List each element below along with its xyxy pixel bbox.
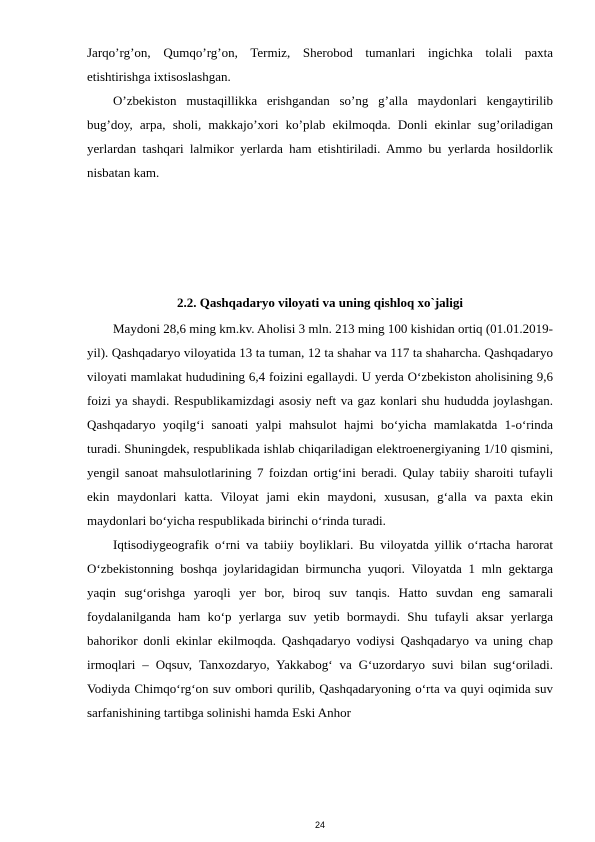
section-heading: 2.2. Qashqadaryo viloyati va uning qishloq xo`jaligi — [176, 295, 464, 310]
paragraph-4: Iqtisodiygeografik o‘rni va tabiiy boyliklari. Bu viloyatda yillik o‘rtacha harorat O‘zbekistonning boshqa joylaridagidan birmuncha yuqori. Viloyatda 1 mln gektarga yaqin sug‘orishga yaroqli yer bor, biroq suv tanqis. Hatto suvdan eng samarali foydalanilganda ham ko‘p yerlarga suv yetib bormaydi. Shu tufayli aksar yerlarga bahorikor donli ekinlar ekilmoqda. Qashqadaryo vodiysi Qashqadaryo va uning chap irmoqlari – Oqsuv, Tanxozdaryo, Yakkabog‘ va G‘uzordaryo suvi bilan sug‘oriladi. Vodiyda Chimqo‘rg‘on suv ombori qurilib, Qashqadaryoning o‘rta va quyi oqimida suv sarfanishining tartibga solinishi hamda Eski Anhor — [87, 537, 553, 720]
page-number: 24 — [314, 820, 325, 830]
paragraph-1: Jarqo’rg’on, Qumqo’rg’on, Termiz, Sherobod tumanlari ingichka tolali paxta etishtirishga ixtisoslashgan. — [87, 45, 553, 84]
text-block-top — [87, 41, 553, 185]
text-block-main — [87, 317, 553, 725]
paragraph-3: Maydoni 28,6 ming km.kv. Aholisi 3 mln. 213 ming 100 kishidan ortiq (01.01.2019-yil). Qashqadaryo viloyatida 13 ta tuman, 12 ta shahar va 117 ta shaharcha. Qashqadaryo viloyati mamlakat hududining 6,4 foizini egallaydi. U yerda O‘zbekiston aholisining 9,6 foizi ya shaydi. Respublikamizdagi asosiy neft va gaz konlari shu hududda joylashgan. Qashqadaryo yoqilg‘i sanoati yalpi mahsulot hajmi bo‘yicha mamlakatda 1-o‘rinda turadi. Shuningdek, respublikada ishlab chiqariladigan elektroenergiyaning 1/10 qismini, yengil sanoat mahsulotlarining 7 foizdan ortig‘ini beradi. Qulay tabiiy sharoiti tufayli ekin maydonlari katta. Viloyat jami ekin maydoni, xususan, g‘alla va paxta ekin maydonlari bo‘yicha respublikada birinchi o‘rinda turadi. — [87, 321, 553, 528]
paragraph-2: O’zbekiston mustaqillikka erishgandan so’ng g’alla maydonlari kengaytirilib bug’doy, arpa, sholi, makkajo’xori ko’plab ekilmoqda. Donli ekinlar sug’oriladigan yerlardan tashqari lalmikor yerlarda ham etishtiriladi. Ammo bu yerlarda hosildorlik nisbatan kam. — [87, 93, 553, 180]
